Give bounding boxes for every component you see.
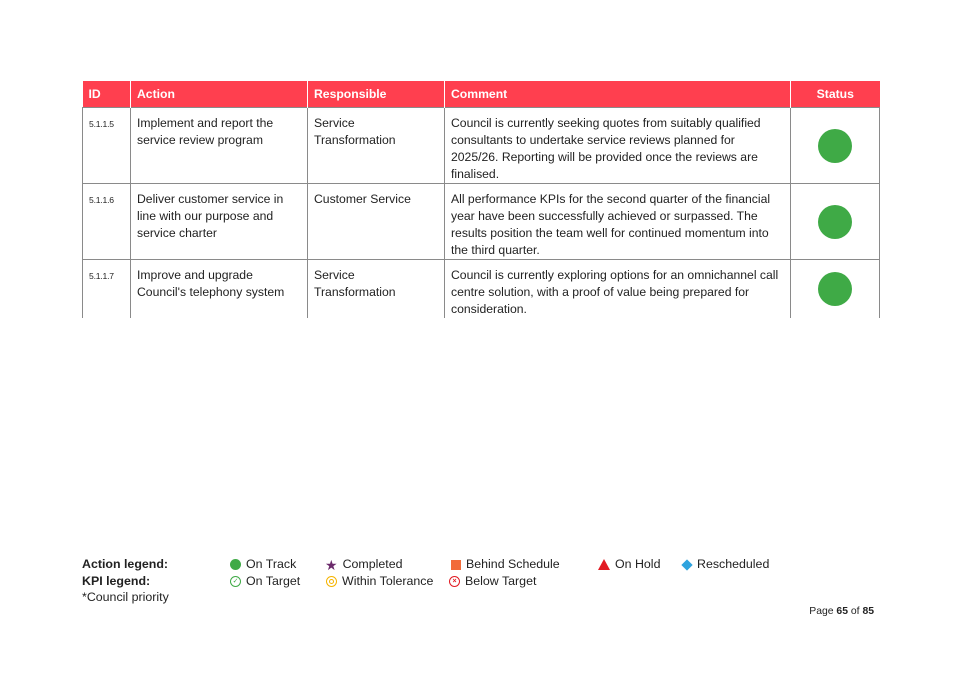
row-status [791,184,880,260]
page-number [809,606,874,617]
column-header-responsible: Responsible [308,81,445,108]
legend-on-target [230,573,300,590]
on-track-status-icon [818,272,852,306]
table-row [83,108,880,184]
row-action: Implement and report the service review program [131,108,308,184]
legend-below-target [449,573,536,590]
row-comment: Council is currently exploring options for an omnichannel call centre solution, with a proof of value being prepared for consideration. [445,260,791,319]
row-responsible: Service Transformation [308,108,445,184]
legend-rescheduled-label: Rescheduled [697,557,770,571]
column-header-action: Action [131,81,308,108]
row-responsible: Customer Service [308,184,445,260]
legend-on-target-label: On Target [246,574,301,588]
table-row [83,184,880,260]
red-x-circle-icon: × [449,576,460,587]
row-id: 5.1.1.6 [83,184,131,260]
green-circle-icon [230,559,241,570]
legend-completed-label: Completed [342,557,403,571]
table-row [83,260,880,319]
column-header-status: Status [791,81,880,108]
row-action: Deliver customer service in line with our purpose and service charter [131,184,308,260]
legend-within-tolerance-label: Within Tolerance [342,574,434,588]
on-track-status-icon [818,129,852,163]
orange-square-icon [451,560,461,570]
row-id: 5.1.1.7 [83,260,131,319]
page-of: of [847,606,863,617]
action-legend-label: Action legend: [82,557,169,571]
row-action: Improve and upgrade Council's telephony system [131,260,308,319]
yellow-target-icon [326,576,337,587]
page-prefix: Page [809,606,837,617]
row-responsible: Service Transformation [308,260,445,319]
column-header-comment: Comment [445,81,791,108]
legend-completed [325,556,402,573]
legend-below-target-label: Below Target [465,574,537,588]
on-track-status-icon [818,205,852,239]
legend-within-tolerance [326,573,433,590]
page-total: 85 [862,606,874,617]
kpi-legend-label: KPI legend: [82,574,151,588]
row-comment: Council is currently seeking quotes from suitably qualified consultants to undertake service reviews planned for 2025/26. Reporting will be provided once the reviews are finalised. [445,108,791,184]
row-id: 5.1.1.5 [83,108,131,184]
legend-rescheduled [681,556,769,573]
column-header-id: ID [83,81,131,108]
green-check-circle-icon: ✓ [230,576,241,587]
legend-behind-schedule [451,556,560,573]
action-table [82,81,880,318]
legend-on-track-label: On Track [246,557,297,571]
row-status [791,260,880,319]
legend-behind-schedule-label: Behind Schedule [466,557,560,571]
legend-on-track [230,556,296,573]
table-header-row [83,81,880,108]
row-status [791,108,880,184]
row-comment: All performance KPIs for the second quarter of the financial year have been successfully achieved or surpassed. The results position the team well for continued momentum into the third quarter. [445,184,791,260]
council-priority-note: *Council priority [82,590,169,604]
purple-star-icon: ★ [325,556,338,573]
page-current: 65 [836,606,848,617]
red-triangle-icon [598,559,610,570]
blue-diamond-icon [681,559,692,570]
legend-on-hold [598,556,660,573]
legend-on-hold-label: On Hold [615,557,661,571]
